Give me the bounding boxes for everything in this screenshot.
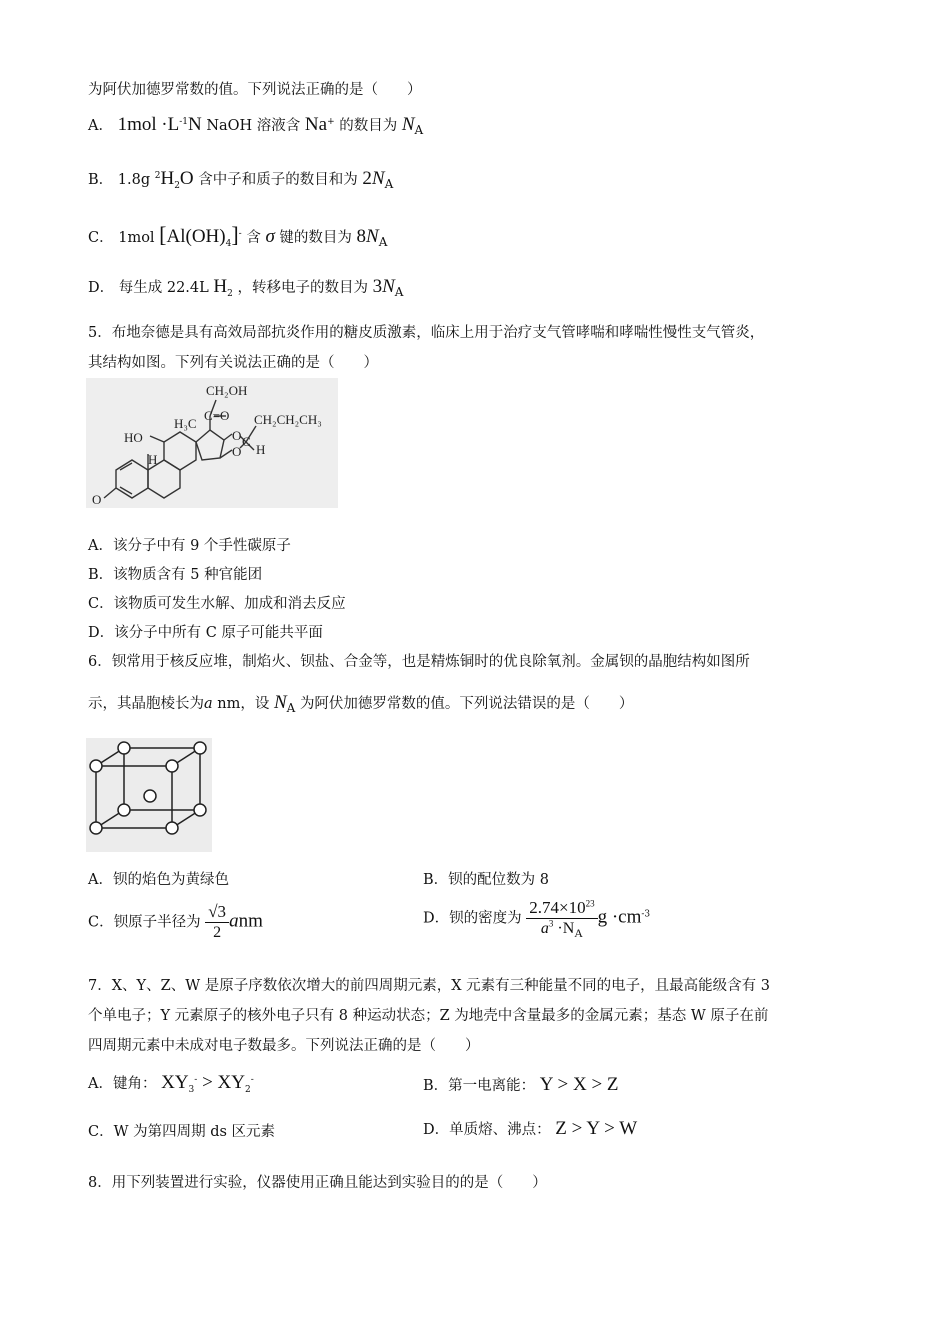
body-center-atom: [144, 790, 156, 802]
q7-stem-line3: 四周期元素中未成对电子数最多。下列说法正确的是（ ）: [88, 1038, 480, 1054]
q7-stem-line1: 7．X、Y、Z、W 是原子序数依次增大的前四周期元素，X 元素有三种能量不同的电子，且最高能级含有 3: [88, 978, 770, 994]
label-chain: CH₂CH₂CH₃: [254, 412, 322, 427]
q6-option-d: D．钡的密度为 $\frac{2.74\times 10^{23}}{a^3 \cdot N_A}$ $g \cdot cm^{-3}$: [423, 898, 651, 941]
q8-stem-line1: 8．用下列装置进行实验，仪器使用正确且能达到实验目的的是（ ）: [88, 1175, 547, 1191]
q6-stem-line1: 6．钡常用于核反应堆，制焰火、钡盐、合金等，也是精炼铜时的优良除氧剂。金属钡的晶胞结构如图所: [88, 654, 750, 670]
q4-option-a: A． $1mol \cdot L^{-1}N$ NaOH 溶液含 Na+ 的数目为 $N_A$: [88, 114, 424, 137]
q7-stem-line2: 个单电子；Y 元素原子的核外电子只有 8 种运动状态；Z 为地壳中含量最多的金属元素；基态 W 原子在前: [88, 1008, 769, 1024]
budesonide-structure-figure: [86, 378, 338, 508]
q5-option-a: A．该分子中有 9 个手性碳原子: [88, 538, 291, 554]
label-h: H: [148, 452, 158, 467]
q5-option-d: D．该分子中所有 C 原子可能共平面: [88, 625, 323, 641]
q6-option-a: A．钡的焰色为黄绿色: [88, 872, 229, 888]
label-co: C=O: [204, 408, 230, 423]
q6-option-c: C．钡原子半径为 $\frac{√3}{2}$ anm: [88, 902, 263, 942]
q5-stem-line2: 其结构如图。下列有关说法正确的是（ ）: [88, 355, 378, 371]
q5-stem-line1: 5．布地奈德是具有高效局部抗炎作用的糖皮质激素，临床上用于治疗支气管哮喘和哮喘性慢性支气管炎，: [88, 325, 765, 341]
q7-option-d: D．单质熔、沸点： Z > Y > W: [423, 1118, 638, 1139]
q4-option-b: B． 1.8g $^2H_2O$ 含中子和质子的数目和为 $2N_A$: [88, 168, 394, 191]
label-h2: H: [256, 442, 266, 457]
q6-stem-line2: 示，其晶胞棱长为a nm，设 $N_A$ 为阿伏加德罗常数的值。下列说法错误的是（ ）: [88, 692, 634, 715]
q4-option-d: D． 每生成 22.4L $H_2$ ，转移电子的数目为 $3N_A$: [88, 276, 404, 299]
q4-stem: 为阿伏加德罗常数的值。下列说法正确的是（ ）: [88, 82, 422, 98]
q7-option-c: C．W 为第四周期 ds 区元素: [88, 1124, 276, 1140]
q5-option-b: B．该物质含有 5 种官能团: [88, 567, 263, 583]
label-o1: O: [232, 428, 242, 443]
label-ch2oh: CH₂OH: [206, 383, 248, 398]
label-h3c: H₃C: [174, 416, 197, 431]
label-ketone-o: O: [92, 492, 102, 507]
q4-option-c: C． 1mol $[Al(OH)_4]^-$ 含 σ 键的数目为 $8N_A$: [88, 222, 388, 249]
label-ho: HO: [124, 430, 143, 445]
barium-unit-cell-figure: [86, 738, 212, 852]
q7-option-a: A．键角： $XY_3^- > XY_2^-$: [88, 1072, 254, 1095]
label-o2: O: [232, 444, 242, 459]
density-fraction: $\frac{2.74\times 10^{23}}{a^3 \cdot N_A}$: [526, 898, 597, 939]
q6-option-b: B．钡的配位数为 8: [423, 872, 549, 888]
q7-option-b: B．第一电离能： Y > X > Z: [423, 1074, 619, 1095]
q5-option-c: C．该物质可发生水解、加成和消去反应: [88, 596, 346, 612]
radius-fraction: $\frac{√3}{2}$: [205, 902, 229, 943]
label-c: C: [242, 434, 251, 449]
